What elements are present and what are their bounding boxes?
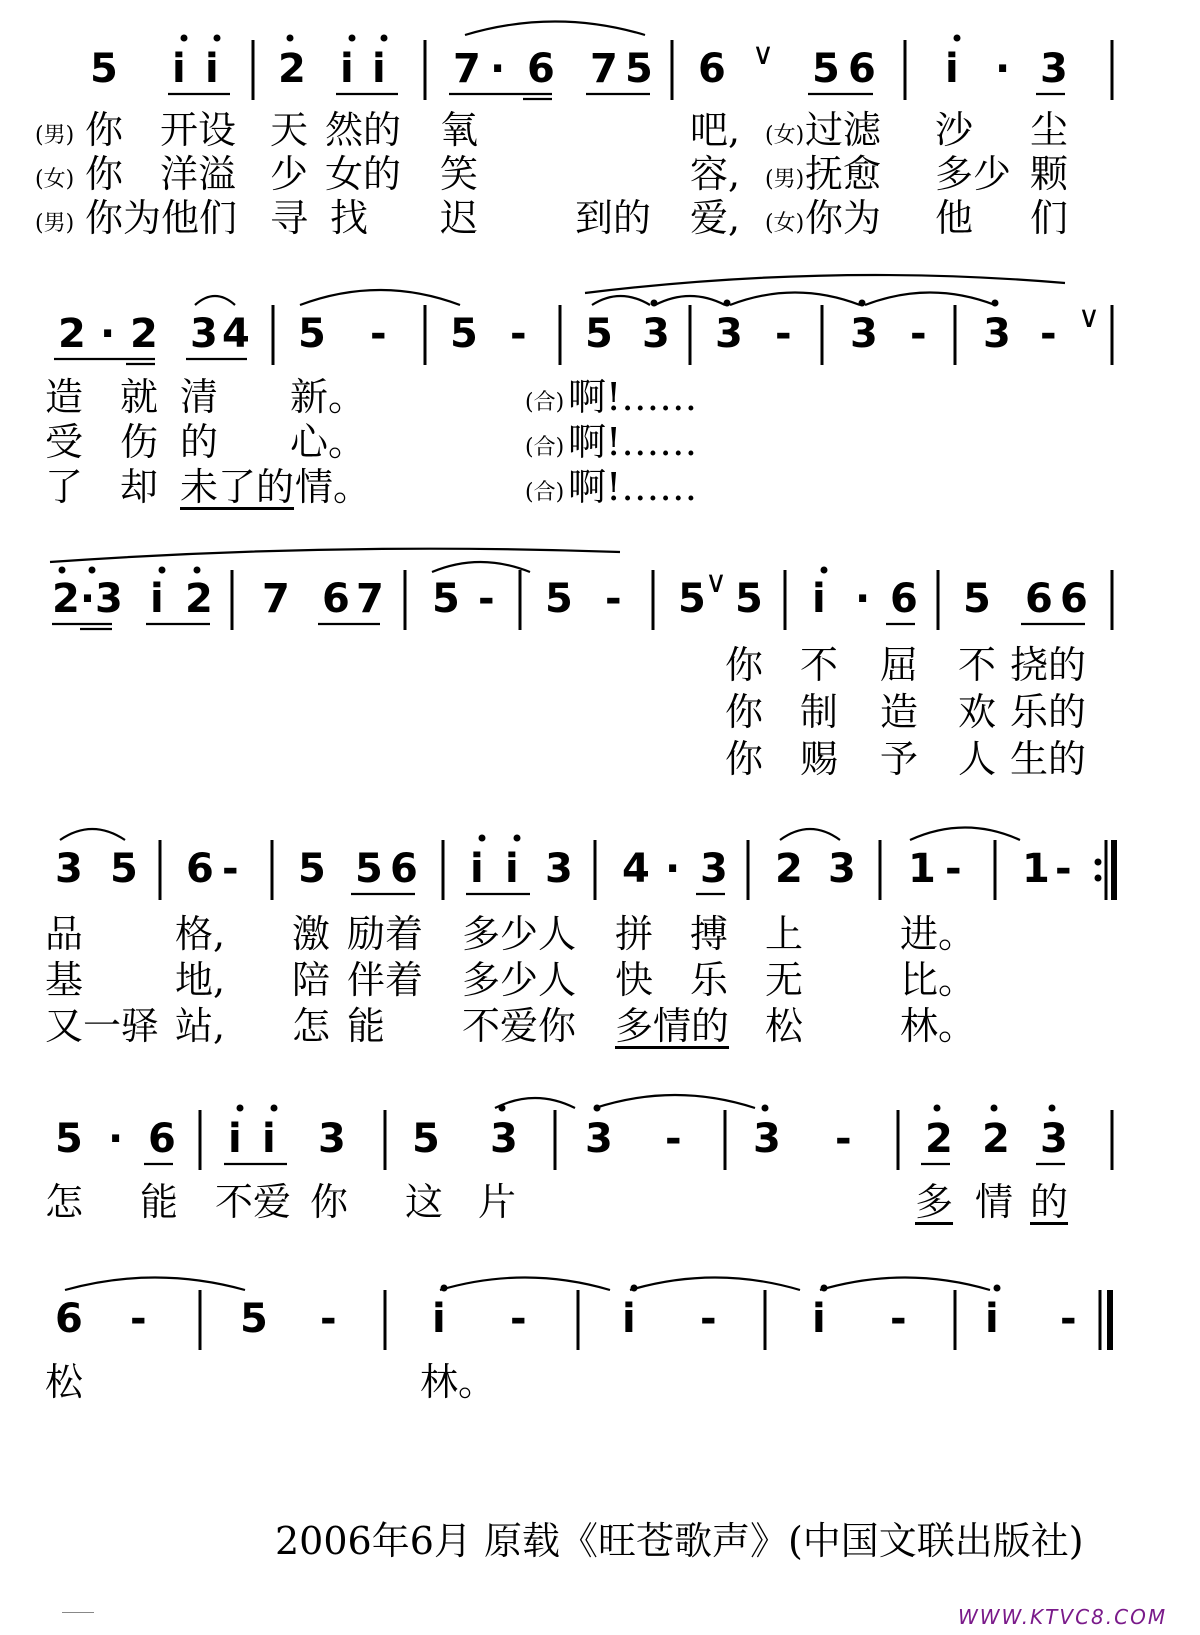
- lyric: 笑: [440, 152, 479, 196]
- source-footnote: 2006年6月 原载《旺苍歌声》(中国文联出版社): [275, 1519, 1084, 1563]
- note: 5: [735, 576, 763, 622]
- note: 1: [908, 846, 936, 892]
- lyric: 你: [725, 737, 764, 781]
- note: 3: [55, 846, 83, 892]
- lyric: 又一驿: [45, 1004, 160, 1048]
- high-dot: [821, 567, 828, 574]
- lyric: 们: [1030, 196, 1069, 240]
- repeat-dot: [1095, 859, 1102, 866]
- note: 5: [55, 1116, 83, 1162]
- slur: [300, 290, 460, 305]
- note: 7: [262, 576, 290, 622]
- lyric: 松: [765, 1004, 804, 1048]
- note: i: [340, 46, 354, 92]
- note: 2: [185, 576, 213, 622]
- note: i: [812, 576, 826, 622]
- voice-marker: (合): [525, 480, 565, 505]
- note: 6: [148, 1116, 176, 1162]
- note: 5: [240, 1296, 268, 1342]
- high-dot: [159, 567, 166, 574]
- high-dot: [271, 1105, 278, 1112]
- note: i: [505, 846, 519, 892]
- note: i: [228, 1116, 242, 1162]
- lyric: 心。: [290, 420, 367, 464]
- lyric-line: [0, 643, 1200, 687]
- lyric: 乐: [690, 958, 729, 1002]
- note: 2: [130, 311, 158, 357]
- slur: [65, 1278, 245, 1291]
- dash: -: [370, 311, 387, 357]
- lyric: 找: [330, 196, 369, 240]
- lyric: 伤: [120, 420, 159, 464]
- lyric: 多: [915, 1180, 954, 1224]
- note: 6: [322, 576, 350, 622]
- lyric: 啊!……: [568, 420, 698, 464]
- breath-mark: ∨: [705, 565, 727, 600]
- lyric: 不爱你: [462, 1004, 577, 1048]
- note: 3: [828, 846, 856, 892]
- lyric: 氧: [440, 108, 479, 152]
- note: 5: [432, 576, 460, 622]
- note: i: [372, 46, 386, 92]
- dash: -: [510, 311, 527, 357]
- lyric: 比。: [900, 958, 977, 1002]
- lyric: 的: [180, 420, 219, 464]
- lyric: 新。: [290, 375, 367, 419]
- dot: ·: [108, 1116, 124, 1162]
- lyric: 予: [880, 737, 919, 781]
- lyric: 这: [405, 1180, 444, 1224]
- voice-marker: (合): [525, 435, 565, 460]
- high-dot: [381, 35, 388, 42]
- lyric-line: [0, 108, 1200, 152]
- lyric-line: [0, 196, 1200, 240]
- high-dot: [954, 35, 961, 42]
- high-dot: [89, 567, 96, 574]
- lyric: 沙: [935, 108, 974, 152]
- high-dot: [194, 567, 201, 574]
- watermark: WWW.KTVC8.COM: [958, 1605, 1168, 1629]
- lyric: 赐: [800, 737, 839, 781]
- high-dot: [349, 35, 356, 42]
- high-dot: [651, 300, 658, 307]
- dash: -: [945, 846, 962, 892]
- note: i: [470, 846, 484, 892]
- high-dot: [991, 1105, 998, 1112]
- lyric: 开设: [160, 108, 237, 152]
- dot: ·: [100, 311, 116, 357]
- dash: -: [130, 1296, 147, 1342]
- note: i: [622, 1296, 636, 1342]
- dash: -: [1055, 846, 1072, 892]
- dot: ·: [665, 846, 681, 892]
- note: 3: [715, 311, 743, 357]
- lyric: 多少: [935, 152, 1012, 196]
- slur: [465, 22, 645, 36]
- lyric: 格,: [175, 912, 226, 956]
- voice-marker: (女): [35, 167, 75, 192]
- high-dot: [181, 35, 188, 42]
- lyric: 受: [45, 420, 84, 464]
- voice-marker: (男): [765, 167, 805, 192]
- note: i: [945, 46, 959, 92]
- note: 5: [90, 46, 118, 92]
- note: i: [150, 576, 164, 622]
- high-dot: [59, 567, 66, 574]
- note: 2: [278, 46, 306, 92]
- lyric: 情: [975, 1180, 1014, 1224]
- note: 3: [700, 846, 728, 892]
- note: 5: [812, 46, 840, 92]
- lyric: 你: [85, 152, 124, 196]
- lyric: 屈: [880, 643, 919, 687]
- lyric: 颗: [1030, 152, 1069, 196]
- lyric: 品: [45, 912, 84, 956]
- high-dot: [514, 835, 521, 842]
- dash: -: [320, 1296, 337, 1342]
- high-dot: [762, 1105, 769, 1112]
- lyric-line: [0, 420, 1200, 464]
- slur: [592, 296, 650, 305]
- note: i: [172, 46, 186, 92]
- note: 6: [1060, 576, 1088, 622]
- lyric: 爱,: [690, 196, 741, 240]
- lyric: 进。: [900, 912, 977, 956]
- lyric: 情。: [295, 465, 372, 509]
- note: 5: [678, 576, 706, 622]
- note: 6: [527, 46, 555, 92]
- lyric: 造: [880, 690, 919, 734]
- note: 3: [1040, 1116, 1068, 1162]
- slur: [60, 829, 125, 840]
- note: 3: [190, 311, 218, 357]
- dot: ·: [855, 576, 871, 622]
- lyric-line: [0, 1180, 1200, 1224]
- lyric: 的: [1030, 1180, 1069, 1224]
- voice-marker: (女): [765, 211, 805, 236]
- divider: [62, 1612, 94, 1613]
- slur: [585, 275, 1065, 293]
- high-dot: [934, 1105, 941, 1112]
- breath-mark: ∨: [752, 37, 774, 72]
- lyric: 乐的: [1010, 690, 1087, 734]
- lyric: 迟: [440, 196, 479, 240]
- slur: [910, 828, 1020, 841]
- note: 6: [55, 1296, 83, 1342]
- lyric: 励着: [347, 912, 424, 956]
- slur: [595, 1095, 755, 1108]
- lyric: 林。: [900, 1004, 977, 1048]
- lyric: 你为他们: [85, 196, 238, 240]
- notation-svg-3: [0, 540, 1200, 660]
- lyric: 站,: [175, 1004, 226, 1048]
- lyric: 却: [120, 465, 159, 509]
- note: i: [812, 1296, 826, 1342]
- note: 2: [58, 311, 86, 357]
- slur: [865, 293, 995, 306]
- note: 3: [318, 1116, 346, 1162]
- lyric: 寻: [270, 196, 309, 240]
- lyric-line: [0, 152, 1200, 196]
- lyric-line: [0, 1004, 1200, 1048]
- lyric: 清: [180, 375, 219, 419]
- lyric: 无: [765, 958, 804, 1002]
- lyric: 片: [478, 1180, 517, 1224]
- lyric: 女的: [325, 152, 402, 196]
- note: 6: [1025, 576, 1053, 622]
- high-dot: [287, 35, 294, 42]
- repeat-dot: [1095, 875, 1102, 882]
- dash: -: [605, 576, 622, 622]
- lyric: 能: [347, 1004, 386, 1048]
- slur: [195, 296, 235, 305]
- dash: -: [910, 311, 927, 357]
- note: 5: [625, 46, 653, 92]
- note: 5: [355, 846, 383, 892]
- lyric: 天: [270, 108, 309, 152]
- high-dot: [859, 300, 866, 307]
- high-dot: [821, 1285, 828, 1292]
- note: 5: [110, 846, 138, 892]
- high-dot: [214, 35, 221, 42]
- note: 6: [698, 46, 726, 92]
- high-dot: [724, 300, 731, 307]
- dash: -: [1040, 311, 1057, 357]
- lyric: 不: [800, 643, 839, 687]
- lyric: 到的: [575, 196, 652, 240]
- lyric: 未了的: [180, 465, 295, 509]
- notation-system-3: [0, 540, 1200, 660]
- lyric: 搏: [690, 912, 729, 956]
- lyric: 他: [935, 196, 974, 240]
- voice-marker: (男): [35, 123, 75, 148]
- high-dot: [237, 1105, 244, 1112]
- high-dot: [992, 300, 999, 307]
- voice-marker: (男): [35, 211, 75, 236]
- high-dot: [631, 1285, 638, 1292]
- slur: [50, 549, 620, 562]
- slur: [820, 1278, 990, 1291]
- note: i: [262, 1116, 276, 1162]
- lyric: 激: [292, 912, 331, 956]
- note: 5: [545, 576, 573, 622]
- dot: ·: [995, 46, 1011, 92]
- high-dot: [441, 1285, 448, 1292]
- note: i: [985, 1296, 999, 1342]
- slur: [495, 1098, 575, 1108]
- note: 1: [1022, 846, 1050, 892]
- high-dot: [479, 835, 486, 842]
- note: 2·3: [52, 576, 123, 622]
- lyric: 过滤: [805, 108, 882, 152]
- lyric: 上: [765, 912, 804, 956]
- slur: [630, 1278, 800, 1291]
- lyric: 拼: [615, 912, 654, 956]
- note: 6: [390, 846, 418, 892]
- lyric: 啊!……: [568, 465, 698, 509]
- note: 7: [590, 46, 618, 92]
- voice-marker: (合): [525, 390, 565, 415]
- lyric-line: [0, 690, 1200, 734]
- dash: -: [1060, 1296, 1077, 1342]
- dash: -: [835, 1116, 852, 1162]
- note: 3: [850, 311, 878, 357]
- lyric: 就: [120, 375, 159, 419]
- note: i: [205, 46, 219, 92]
- lyric: 欢: [958, 690, 997, 734]
- note: 5: [585, 311, 613, 357]
- lyric: 你: [85, 108, 124, 152]
- slur: [780, 829, 840, 840]
- lyric: 基: [45, 958, 84, 1002]
- note: 3: [545, 846, 573, 892]
- lyric: 吧,: [690, 108, 741, 152]
- lyric: 了: [45, 465, 84, 509]
- lyric: 能: [140, 1180, 179, 1224]
- note: 2: [925, 1116, 953, 1162]
- dash: -: [510, 1296, 527, 1342]
- lyric: 造: [45, 375, 84, 419]
- lyric: 松: [45, 1360, 84, 1404]
- slur: [730, 293, 860, 306]
- lyric: 抚愈: [805, 152, 882, 196]
- high-dot: [1049, 1105, 1056, 1112]
- note: 6: [848, 46, 876, 92]
- breath-mark: ∨: [1078, 300, 1100, 335]
- lyric: 怎: [292, 1004, 331, 1048]
- note: 3: [753, 1116, 781, 1162]
- lyric: 陪: [292, 958, 331, 1002]
- lyric: 挠的: [1010, 643, 1087, 687]
- lyric: 多少人: [462, 912, 577, 956]
- lyric: 伴着: [347, 958, 424, 1002]
- note: 5: [298, 846, 326, 892]
- note: 2: [982, 1116, 1010, 1162]
- high-dot: [594, 1105, 601, 1112]
- slur: [432, 562, 530, 572]
- lyric: 制: [800, 690, 839, 734]
- lyric-line: [0, 958, 1200, 1002]
- note: 4: [222, 311, 250, 357]
- lyric: 多情的: [615, 1004, 730, 1048]
- lyric: 地,: [175, 958, 226, 1002]
- voice-marker: (女): [765, 123, 805, 148]
- lyric-line: [0, 912, 1200, 956]
- lyric: 你为: [805, 196, 882, 240]
- lyric: 不爱: [215, 1180, 292, 1224]
- dash: -: [700, 1296, 717, 1342]
- slur: [440, 1278, 610, 1291]
- lyric: 人: [958, 737, 997, 781]
- note: 3: [642, 311, 670, 357]
- lyric: 生的: [1010, 737, 1087, 781]
- dash: -: [890, 1296, 907, 1342]
- lyric: 多少人: [462, 958, 577, 1002]
- lyric: 林。: [420, 1360, 497, 1404]
- note: 2: [775, 846, 803, 892]
- dash: -: [775, 311, 792, 357]
- high-dot: [994, 1285, 1001, 1292]
- note: 6: [186, 846, 214, 892]
- lyric: 不: [958, 643, 997, 687]
- note: 6: [890, 576, 918, 622]
- dash: -: [222, 846, 239, 892]
- lyric: 你: [725, 690, 764, 734]
- lyric-line: [0, 737, 1200, 781]
- lyric: 容,: [690, 152, 741, 196]
- note: 3: [1040, 46, 1068, 92]
- lyric: 快: [615, 958, 654, 1002]
- lyric: 洋溢: [160, 152, 237, 196]
- lyric: 少: [270, 152, 309, 196]
- note: 5: [450, 311, 478, 357]
- lyric: 啊!……: [568, 375, 698, 419]
- slur: [655, 296, 725, 305]
- note: 4: [622, 846, 650, 892]
- note: i: [432, 1296, 446, 1342]
- lyric-line: [0, 465, 1200, 509]
- note: 3: [983, 311, 1011, 357]
- note: 3: [490, 1116, 518, 1162]
- note: 3: [585, 1116, 613, 1162]
- lyric: 然的: [325, 108, 402, 152]
- lyric: 怎: [45, 1180, 84, 1224]
- lyric: 你: [725, 643, 764, 687]
- note: 7: [356, 576, 384, 622]
- dash: -: [478, 576, 495, 622]
- lyric-line: [0, 375, 1200, 419]
- lyric: 尘: [1030, 108, 1069, 152]
- note: 7: [453, 46, 481, 92]
- high-dot: [499, 1105, 506, 1112]
- note: 5: [412, 1116, 440, 1162]
- dot: ·: [490, 46, 506, 92]
- dash: -: [665, 1116, 682, 1162]
- lyric-line: [0, 1360, 1200, 1404]
- note: 5: [963, 576, 991, 622]
- note: 5: [298, 311, 326, 357]
- lyric: 你: [310, 1180, 349, 1224]
